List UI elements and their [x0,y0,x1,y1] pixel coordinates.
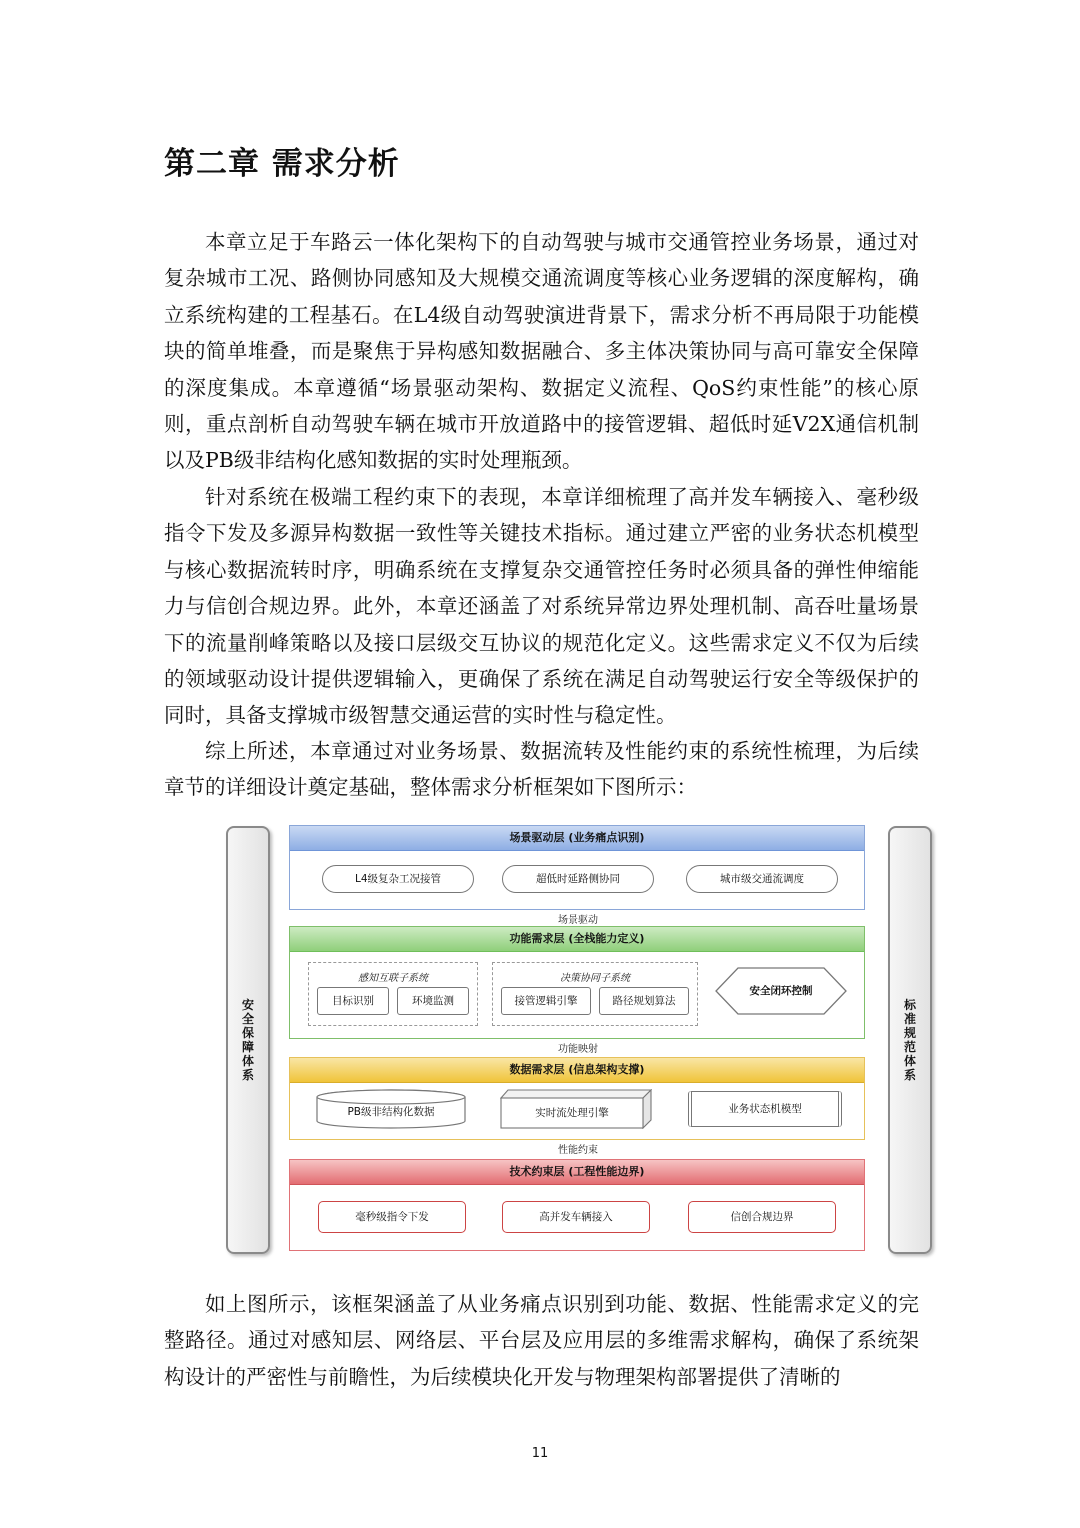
constraint-layer [289,1159,865,1251]
connector-label: 场景驱动 [558,915,598,926]
safety-loop-label: 安全闭环控制 [749,985,813,997]
requirements-framework-diagram [222,822,934,1258]
function-item: 接管逻辑引擎 [501,987,591,1015]
functional-layer [289,926,865,1039]
data-item: PB级非结构化数据 [347,1106,435,1118]
perception-subsystem-label: 感知互联子系统 [358,973,428,984]
constraint-item: 信创合规边界 [688,1201,836,1233]
function-item: 路径规划算法 [599,987,689,1015]
scenario-layer-header: 场景驱动层 (业务痛点识别) [290,826,864,851]
paragraph-summary: 综上所述，本章通过对业务场景、数据流转及性能约束的系统性梳理，为后续章节的详细设计奠定基础，整体需求分析框架如下图所示： [164,739,919,800]
paragraph-after-figure: 如上图所示，该框架涵盖了从业务痛点识别到功能、数据、性能需求定义的完整路径。通过对感知层、网络层、平台层及应用层的多维需求解构，确保了系统架构设计的严密性与前瞻性，为后续模块化开发与物理架构部署提供了清晰的 [164,1292,919,1389]
constraint-layer-header: 技术约束层 (工程性能边界) [290,1160,864,1185]
constraint-item: 高并发车辆接入 [502,1201,650,1233]
constraint-item: 毫秒级指令下发 [318,1201,466,1233]
page-number: 11 [531,1446,549,1461]
scenario-item: 超低时延路侧协同 [502,865,654,893]
data-layer [289,1057,865,1140]
data-item: 实时流处理引擎 [535,1107,609,1119]
paragraph-constraints: 针对系统在极端工程约束下的表现，本章详细梳理了高并发车辆接入、毫秒级指令下发及多源异构数据一致性等关键技术指标。通过建立严密的业务状态机模型与核心数据流转时序，明确系统在支撑复杂交通管控任务时必须具备的弹性伸缩能力与信创合规边界。此外，本章还涵盖了对系统异常边界处理机制、高吞吐量场景下的流量削峰策略以及接口层级交互协议的规范化定义。这些需求定义不仅为后续的领域驱动设计提供逻辑输入，更确保了系统在满足自动驾驶运行安全等级保护的同时，具备支撑城市级智慧交通运营的实时性与稳定性。 [164,485,919,728]
scenario-layer [289,825,865,910]
security-system-label: 安 全 保 障 体 系 [241,998,254,1082]
decision-subsystem-label: 决策协同子系统 [560,973,630,984]
connector-label: 功能映射 [558,1044,598,1055]
scenario-item: L4级复杂工况接管 [322,865,474,893]
functional-layer-header: 功能需求层 (全栈能力定义) [290,927,864,952]
data-item: 业务状态机模型 [688,1091,842,1127]
chapter-title: 第二章 需求分析 [164,146,400,182]
perception-subsystem-group [308,962,478,1026]
paragraph-intro: 本章立足于车路云一体化架构下的自动驾驶与城市交通管控业务场景，通过对复杂城市工况、路侧协同感知及大规模交通流调度等核心业务逻辑的深度解构，确立系统构建的工程基石。在L4级自动驾驶演进背景下，需求分析不再局限于功能模块的简单堆叠，而是聚焦于异构感知数据融合、多主体决策协同与高可靠安全保障的深度集成。本章遵循“场景驱动架构、数据定义流程、QoS约束性能”的核心原则，重点剖析自动驾驶车辆在城市开放道路中的接管逻辑、超低时延V2X通信机制以及PB级非结构化感知数据的实时处理瓶颈。 [164,230,919,473]
decision-subsystem-group [492,962,698,1026]
function-item: 目标识别 [317,987,389,1015]
function-item: 环境监测 [397,987,469,1015]
standards-system-label: 标 准 规 范 体 系 [903,998,916,1082]
scenario-item: 城市级交通流调度 [686,865,838,893]
connector-label: 性能约束 [558,1145,598,1156]
data-layer-header: 数据需求层 (信息架构支撑) [290,1058,864,1083]
